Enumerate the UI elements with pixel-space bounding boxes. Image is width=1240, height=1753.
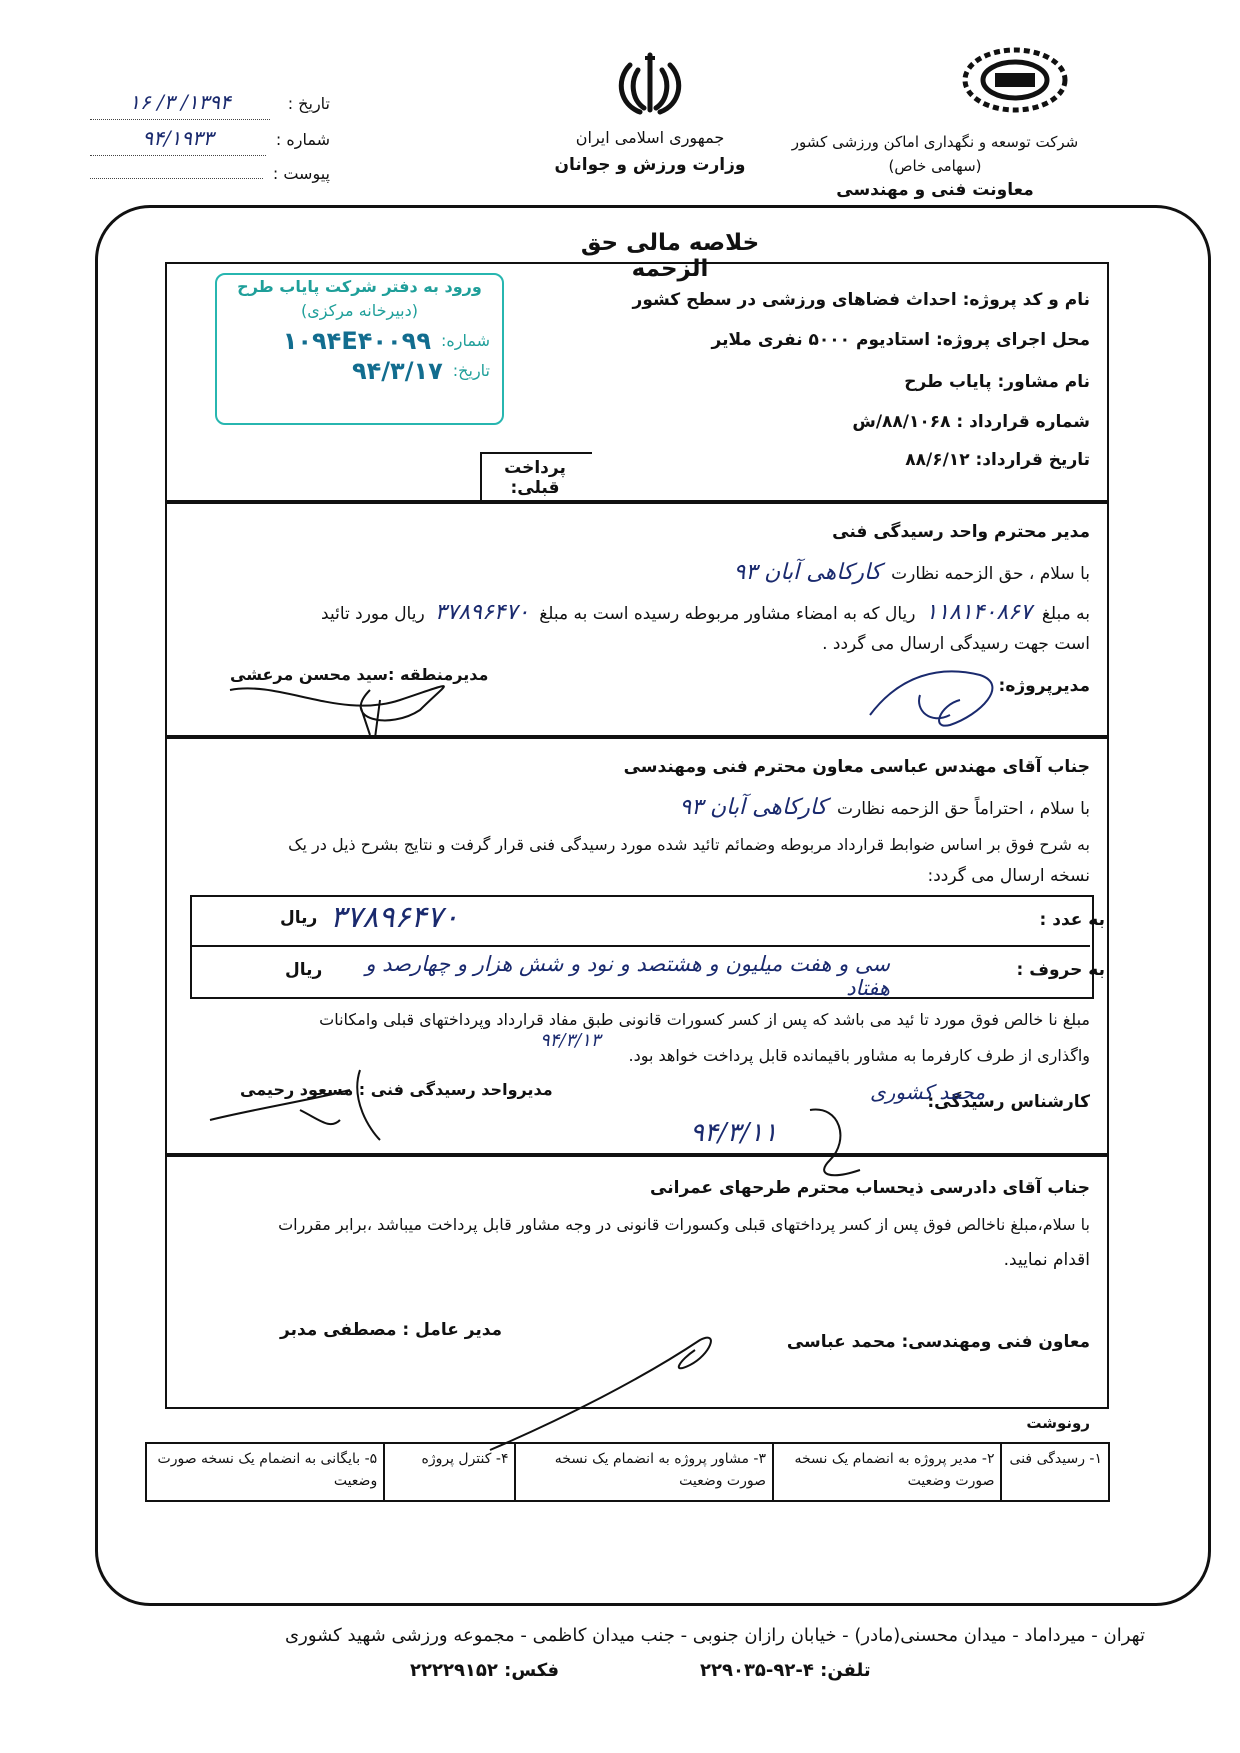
company-name: شرکت توسعه و نگهداری اماکن ورزشی کشور: [791, 133, 1079, 151]
letter-meta: [90, 85, 330, 191]
deputy-signature: [480, 1320, 750, 1460]
project-location: محل اجرای پروژه: استادیوم ۵۰۰۰ نفری ملایر: [711, 330, 1090, 350]
project-manager-signature: [860, 655, 1040, 735]
project-manager: مدیرپروژه:: [998, 676, 1090, 696]
handwritten-period-2: کارکاهی آبان ۹۳: [679, 795, 828, 820]
company-type: (سهامی خاص): [888, 157, 982, 175]
ceo-name: مدیر عامل : مصطفی مدبر: [280, 1320, 503, 1340]
date-field: تاریخ : ۱۳۹۴/ ۳/ ۱۶: [90, 85, 330, 121]
copy-item: ۴- کنترل پروژه: [384, 1443, 515, 1501]
form-title: خلاصه مالی حق الزحمه: [580, 230, 760, 282]
previous-payment-label: پرداخت قبلی:: [504, 458, 566, 498]
company-logo: [960, 45, 1070, 115]
section3-title: جناب آقای مهندس عباسی معاون محترم فنی ومهندسی: [623, 757, 1090, 777]
section2-line3: است جهت رسیدگی ارسال می گردد .: [822, 634, 1090, 654]
reviewer-label: کارشناس رسیدگی:: [927, 1092, 1090, 1112]
copies-title: رونوشت: [1026, 1414, 1090, 1432]
attachment-field: پیوست :: [90, 157, 330, 191]
section2-title: مدیر محترم واحد رسیدگی فنی: [832, 522, 1090, 542]
copy-item: ۵- بایگانی به انضمام یک نسخه صورت وضعیت: [146, 1443, 384, 1501]
section4-line2: اقدام نمایید.: [1003, 1250, 1090, 1270]
ministry-name: وزارت ورزش و جوانان: [554, 155, 746, 175]
section3-line1: با سلام ، احتراماً حق الزحمه نظارت کارکاهی آبان ۹۳: [679, 795, 1090, 820]
words-unit: ریال: [285, 960, 323, 980]
regional-manager: مدیرمنطقه :سید محسن مرعشی: [230, 665, 489, 684]
reviewer-name: محمد کشوری: [870, 1080, 986, 1104]
handwritten-period: کارکاهی آبان ۹۳: [733, 560, 882, 585]
company-header: [770, 130, 1100, 202]
note-line2: واگذاری از طرف کارفرما به مشاور باقیمانده قابل پرداخت خواهد بود.: [628, 1046, 1090, 1065]
reviewer-date: ۹۴/۳/۱۱: [690, 1118, 778, 1148]
regional-manager-signature: [220, 660, 460, 740]
review-manager-signature: [200, 1060, 400, 1150]
copy-item: ۲- مدیر پروژه به انضمام یک نسخه صورت وضعیت: [773, 1443, 1001, 1501]
copy-item: ۳- مشاور پروژه به انضمام یک نسخه صورت وضعیت: [515, 1443, 773, 1501]
footer-phone: تلفن: ۴-۹۲-۲۲۹۰۳۵: [700, 1660, 871, 1681]
copies-table: [145, 1442, 1110, 1502]
republic-name: جمهوری اسلامی ایران: [575, 128, 725, 147]
receipt-stamp: ورود به دفتر شرکت پایاب طرح (دبیرخانه مرکزی) شماره: ۱۰۹۴E۴۰۰۹۹ تاریخ: ۹۴/۳/۱۷: [215, 273, 504, 425]
handwritten-amount-approved: ۳۷۸۹۶۴۷۰: [434, 600, 530, 625]
words-label: به حروف :: [1016, 960, 1105, 980]
number-field: شماره : ۹۴/۱۹۳۳: [90, 121, 330, 157]
section2-line1: با سلام ، حق الزحمه نظارت کارکاهی آبان ۹۳: [733, 560, 1090, 585]
stamp-date: ۹۴/۳/۱۷: [351, 357, 443, 385]
stamp-number: ۱۰۹۴E۴۰۰۹۹: [282, 327, 431, 355]
handwritten-approval-date: ۹۴/۳/۱۳: [540, 1030, 601, 1051]
number-value: ۹۴/۱۹۳۳: [90, 121, 266, 156]
section3-line3: نسخه ارسال می گردد:: [927, 866, 1090, 886]
digits-unit: ریال: [280, 908, 318, 928]
date-value: ۱۳۹۴/ ۳/ ۱۶: [90, 85, 270, 120]
section3-line2: به شرح فوق بر اساس ضوابط قرارداد مربوطه وضمائم تائید شده مورد رسیدگی فنی قرار گرفت و نتایج بشرح ذیل در یک: [288, 835, 1090, 854]
contract-number: شماره قرارداد : ۸۸/۱۰۶۸/ش: [852, 412, 1090, 432]
section2-line2: به مبلغ ۱۱۸۱۴۰۸۶۷ ریال که به امضاء مشاور مربوطه رسیده است به مبلغ ۳۷۸۹۶۴۷۰ ریال مورد تائید: [321, 600, 1090, 625]
section4-title: جناب آقای دادرسی ذیحساب محترم طرحهای عمرانی: [650, 1178, 1090, 1198]
iran-emblem-icon: [540, 50, 760, 120]
government-header: [540, 50, 760, 175]
consultant-name: نام مشاور: پایاب طرح: [904, 372, 1090, 392]
copy-item: ۱- رسیدگی فنی: [1001, 1443, 1109, 1501]
digits-value: ۳۷۸۹۶۴۷۰: [330, 900, 459, 935]
contract-date: تاریخ قرارداد: ۸۸/۶/۱۲: [905, 450, 1090, 470]
footer-address: تهران - میرداماد - میدان محسنی(مادر) - خیابان رازان جنوبی - جنب میدان کاظمی - مجموعه ورزشی شهید کشوری: [285, 1625, 1145, 1646]
section4-line1: با سلام،مبلغ ناخالص فوق پس از کسر پرداختهای قبلی وکسورات قانونی در وجه مشاور قابل پرداخت میباشد ،برابر مقررات: [278, 1215, 1090, 1234]
handwritten-amount-submitted: ۱۱۸۱۴۰۸۶۷: [925, 600, 1032, 625]
note-line1: مبلغ نا خالص فوق مورد تا ئید می باشد که پس از کسر کسورات قانونی طبق مفاد قرارداد وپرداختهای قبلی وامکانات: [319, 1010, 1090, 1029]
project-name: نام و کد پروژه: احداث فضاهای ورزشی در سطح کشور: [632, 290, 1090, 310]
department-name: معاونت فنی و مهندسی: [836, 180, 1034, 200]
review-manager: مدیرواحد رسیدگی فنی : مسعود رحیمی: [240, 1080, 553, 1099]
digits-label: به عدد :: [1039, 910, 1105, 930]
deputy-name: معاون فنی ومهندسی: محمد عباسی: [786, 1332, 1090, 1352]
footer-fax: فکس: ۲۲۲۲۹۱۵۲: [410, 1660, 560, 1681]
words-value: سی و هفت میلیون و هشتصد و نود و شش هزار و چهارصد و هفتاد: [365, 952, 890, 1000]
